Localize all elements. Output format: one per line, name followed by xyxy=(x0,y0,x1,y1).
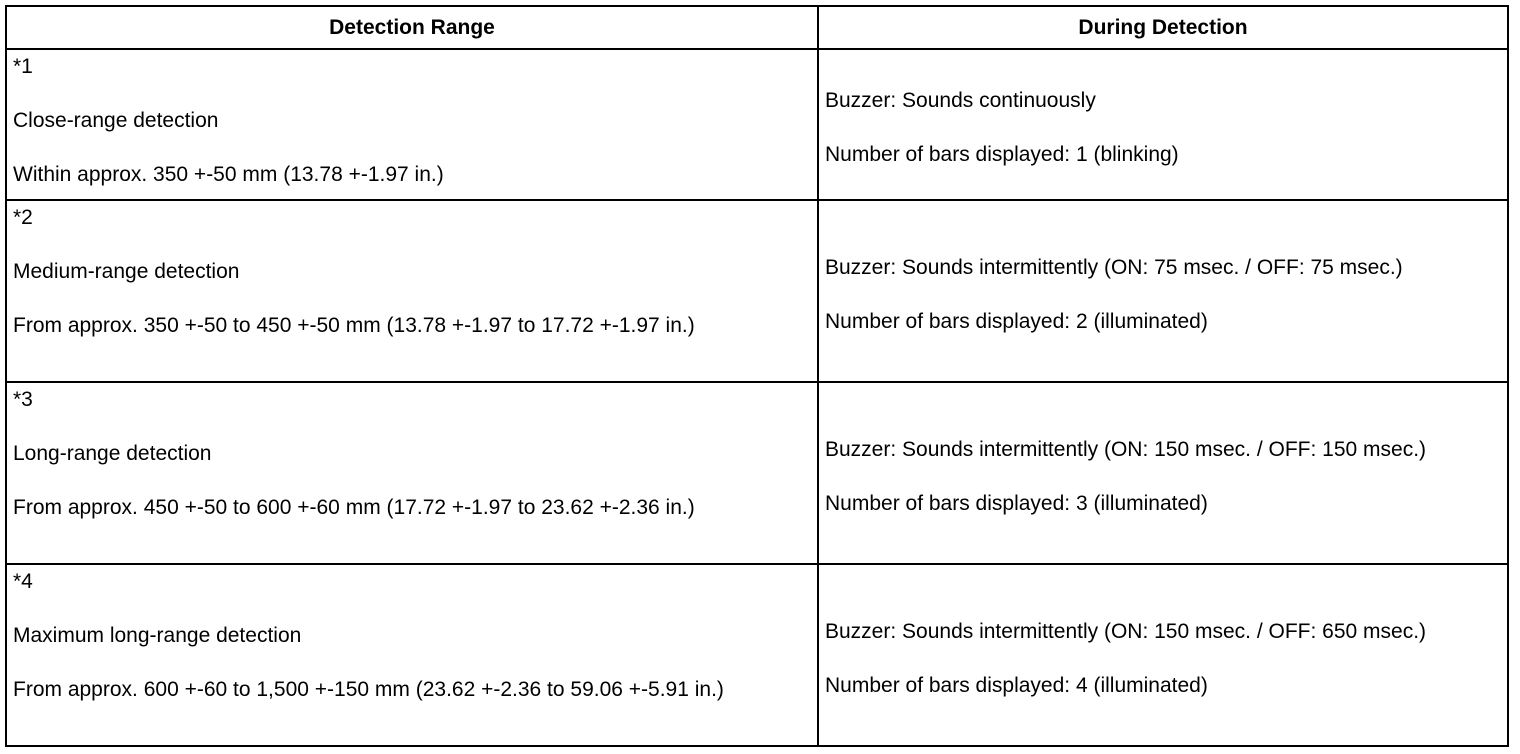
bars-text: Number of bars displayed: 4 (illuminated) xyxy=(825,673,1208,697)
during-detection-cell xyxy=(818,382,1508,564)
range-name: Close-range detection xyxy=(13,109,219,132)
header-during-detection: During Detection xyxy=(818,6,1508,49)
table-row xyxy=(6,382,1508,564)
range-value: From approx. 350 +-50 to 450 +-50 mm (13.78 +-1.97 to 17.72 +-1.97 in.) xyxy=(13,314,695,337)
bars-text: Number of bars displayed: 1 (blinking) xyxy=(825,143,1179,166)
range-name: Medium-range detection xyxy=(13,260,240,283)
bars-text: Number of bars displayed: 3 (illuminated) xyxy=(825,491,1208,515)
range-name: Maximum long-range detection xyxy=(13,624,302,647)
buzzer-text: Buzzer: Sounds intermittently (ON: 75 msec. / OFF: 75 msec.) xyxy=(825,255,1403,279)
bars-text: Number of bars displayed: 2 (illuminated) xyxy=(825,309,1208,333)
detection-range-cell xyxy=(6,200,818,382)
during-detection-cell xyxy=(818,564,1508,746)
header-detection-range: Detection Range xyxy=(6,6,818,49)
row-marker: *2 xyxy=(13,206,33,229)
range-value: From approx. 600 +-60 to 1,500 +-150 mm (23.62 +-2.36 to 59.06 +-5.91 in.) xyxy=(13,678,724,701)
detection-range-cell xyxy=(6,564,818,746)
table-row xyxy=(6,49,1508,200)
range-value: From approx. 450 +-50 to 600 +-60 mm (17.72 +-1.97 to 23.62 +-2.36 in.) xyxy=(13,496,695,519)
buzzer-text: Buzzer: Sounds continuously xyxy=(825,89,1096,112)
table-row xyxy=(6,200,1508,382)
detection-range-cell xyxy=(6,382,818,564)
range-name: Long-range detection xyxy=(13,442,212,465)
during-detection-cell xyxy=(818,49,1508,200)
header-row xyxy=(6,6,1508,49)
buzzer-text: Buzzer: Sounds intermittently (ON: 150 msec. / OFF: 650 msec.) xyxy=(825,619,1427,643)
during-detection-cell xyxy=(818,200,1508,382)
detection-table xyxy=(5,5,1509,747)
row-marker: *4 xyxy=(13,570,33,593)
table-row xyxy=(6,564,1508,746)
row-marker: *3 xyxy=(13,388,33,411)
buzzer-text: Buzzer: Sounds intermittently (ON: 150 msec. / OFF: 150 msec.) xyxy=(825,437,1427,461)
range-value: Within approx. 350 +-50 mm (13.78 +-1.97 in.) xyxy=(13,163,444,186)
row-marker: *1 xyxy=(13,55,33,78)
detection-range-cell xyxy=(6,49,818,200)
